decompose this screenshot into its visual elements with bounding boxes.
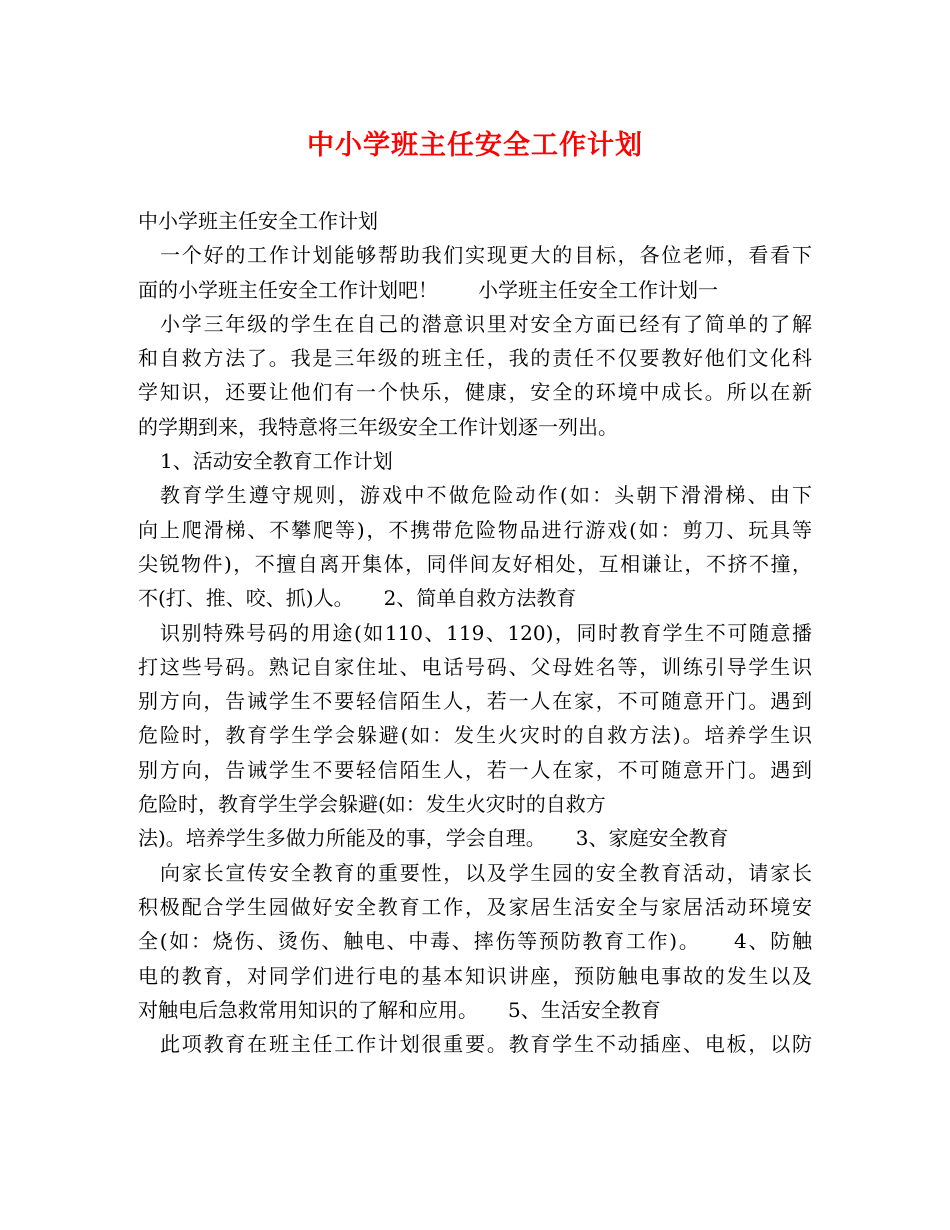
text-line: 打这些号码。熟记自家住址、电话号码、父母姓名等，训练引导学生识	[138, 654, 812, 679]
text-line: 危险时，教育学生学会躲避(如：发生火灾时的自救方	[138, 792, 606, 817]
text-line: 法)。培养学生多做力所能及的事，学会自理。 3、家庭安全教育	[138, 826, 729, 851]
text-line: 别方向，告诫学生不要轻信陌生人，若一人在家，不可随意开门。遇到	[138, 757, 812, 782]
text-line: 不(打、推、咬、抓)人。 2、简单自救方法教育	[138, 586, 577, 611]
document-title: 中小学班主任安全工作计划	[307, 130, 643, 161]
text-line: 教育学生遵守规则，游戏中不做危险动作(如：头朝下滑滑梯、由下	[160, 483, 812, 508]
text-line: 学知识，还要让他们有一个快乐，健康，安全的环境中成长。所以在新	[138, 380, 812, 405]
text-line: 中小学班主任安全工作计划	[138, 209, 378, 233]
text-line: 小学三年级的学生在自己的潜意识里对安全方面已经有了简单的了解	[160, 311, 812, 336]
text-line: 的学期到来，我特意将三年级安全工作计划逐一列出。	[138, 414, 618, 439]
text-line: 1、活动安全教育工作计划	[160, 449, 393, 474]
document-body	[138, 204, 812, 1061]
text-line: 一个好的工作计划能够帮助我们实现更大的目标，各位老师，看看下	[160, 243, 812, 268]
text-line: 积极配合学生园做好安全教育工作，及家居生活安全与家居活动环境安	[138, 894, 812, 919]
text-line: 尖锐物件)，不擅自离开集体，同伴间友好相处，互相谦让，不挤不撞，	[138, 551, 812, 576]
text-line: 面的小学班主任安全工作计划吧！ 小学班主任安全工作计划一	[138, 277, 718, 302]
text-line: 识别特殊号码的用途(如110、119、120)，同时教育学生不可随意播	[160, 620, 812, 645]
text-line: 向家长宣传安全教育的重要性，以及学生园的安全教育活动，请家长	[160, 860, 812, 885]
text-line: 和自救方法了。我是三年级的班主任，我的责任不仅要教好他们文化科	[138, 346, 812, 371]
text-line: 向上爬滑梯、不攀爬等)，不携带危险物品进行游戏(如：剪刀、玩具等	[138, 517, 812, 542]
text-line: 全(如：烧伤、烫伤、触电、中毒、摔伤等预防教育工作)。 4、防触	[138, 929, 812, 954]
text-line: 此项教育在班主任工作计划很重要。教育学生不动插座、电板，以防	[160, 1032, 812, 1057]
text-line: 对触电后急救常用知识的了解和应用。 5、生活安全教育	[138, 997, 661, 1022]
text-line: 电的教育，对同学们进行电的基本知识讲座，预防触电事故的发生以及	[138, 963, 812, 988]
text-line: 危险时，教育学生学会躲避(如：发生火灾时的自救方法)。培养学生识	[138, 723, 812, 748]
text-line: 别方向，告诫学生不要轻信陌生人，若一人在家，不可随意开门。遇到	[138, 689, 812, 714]
